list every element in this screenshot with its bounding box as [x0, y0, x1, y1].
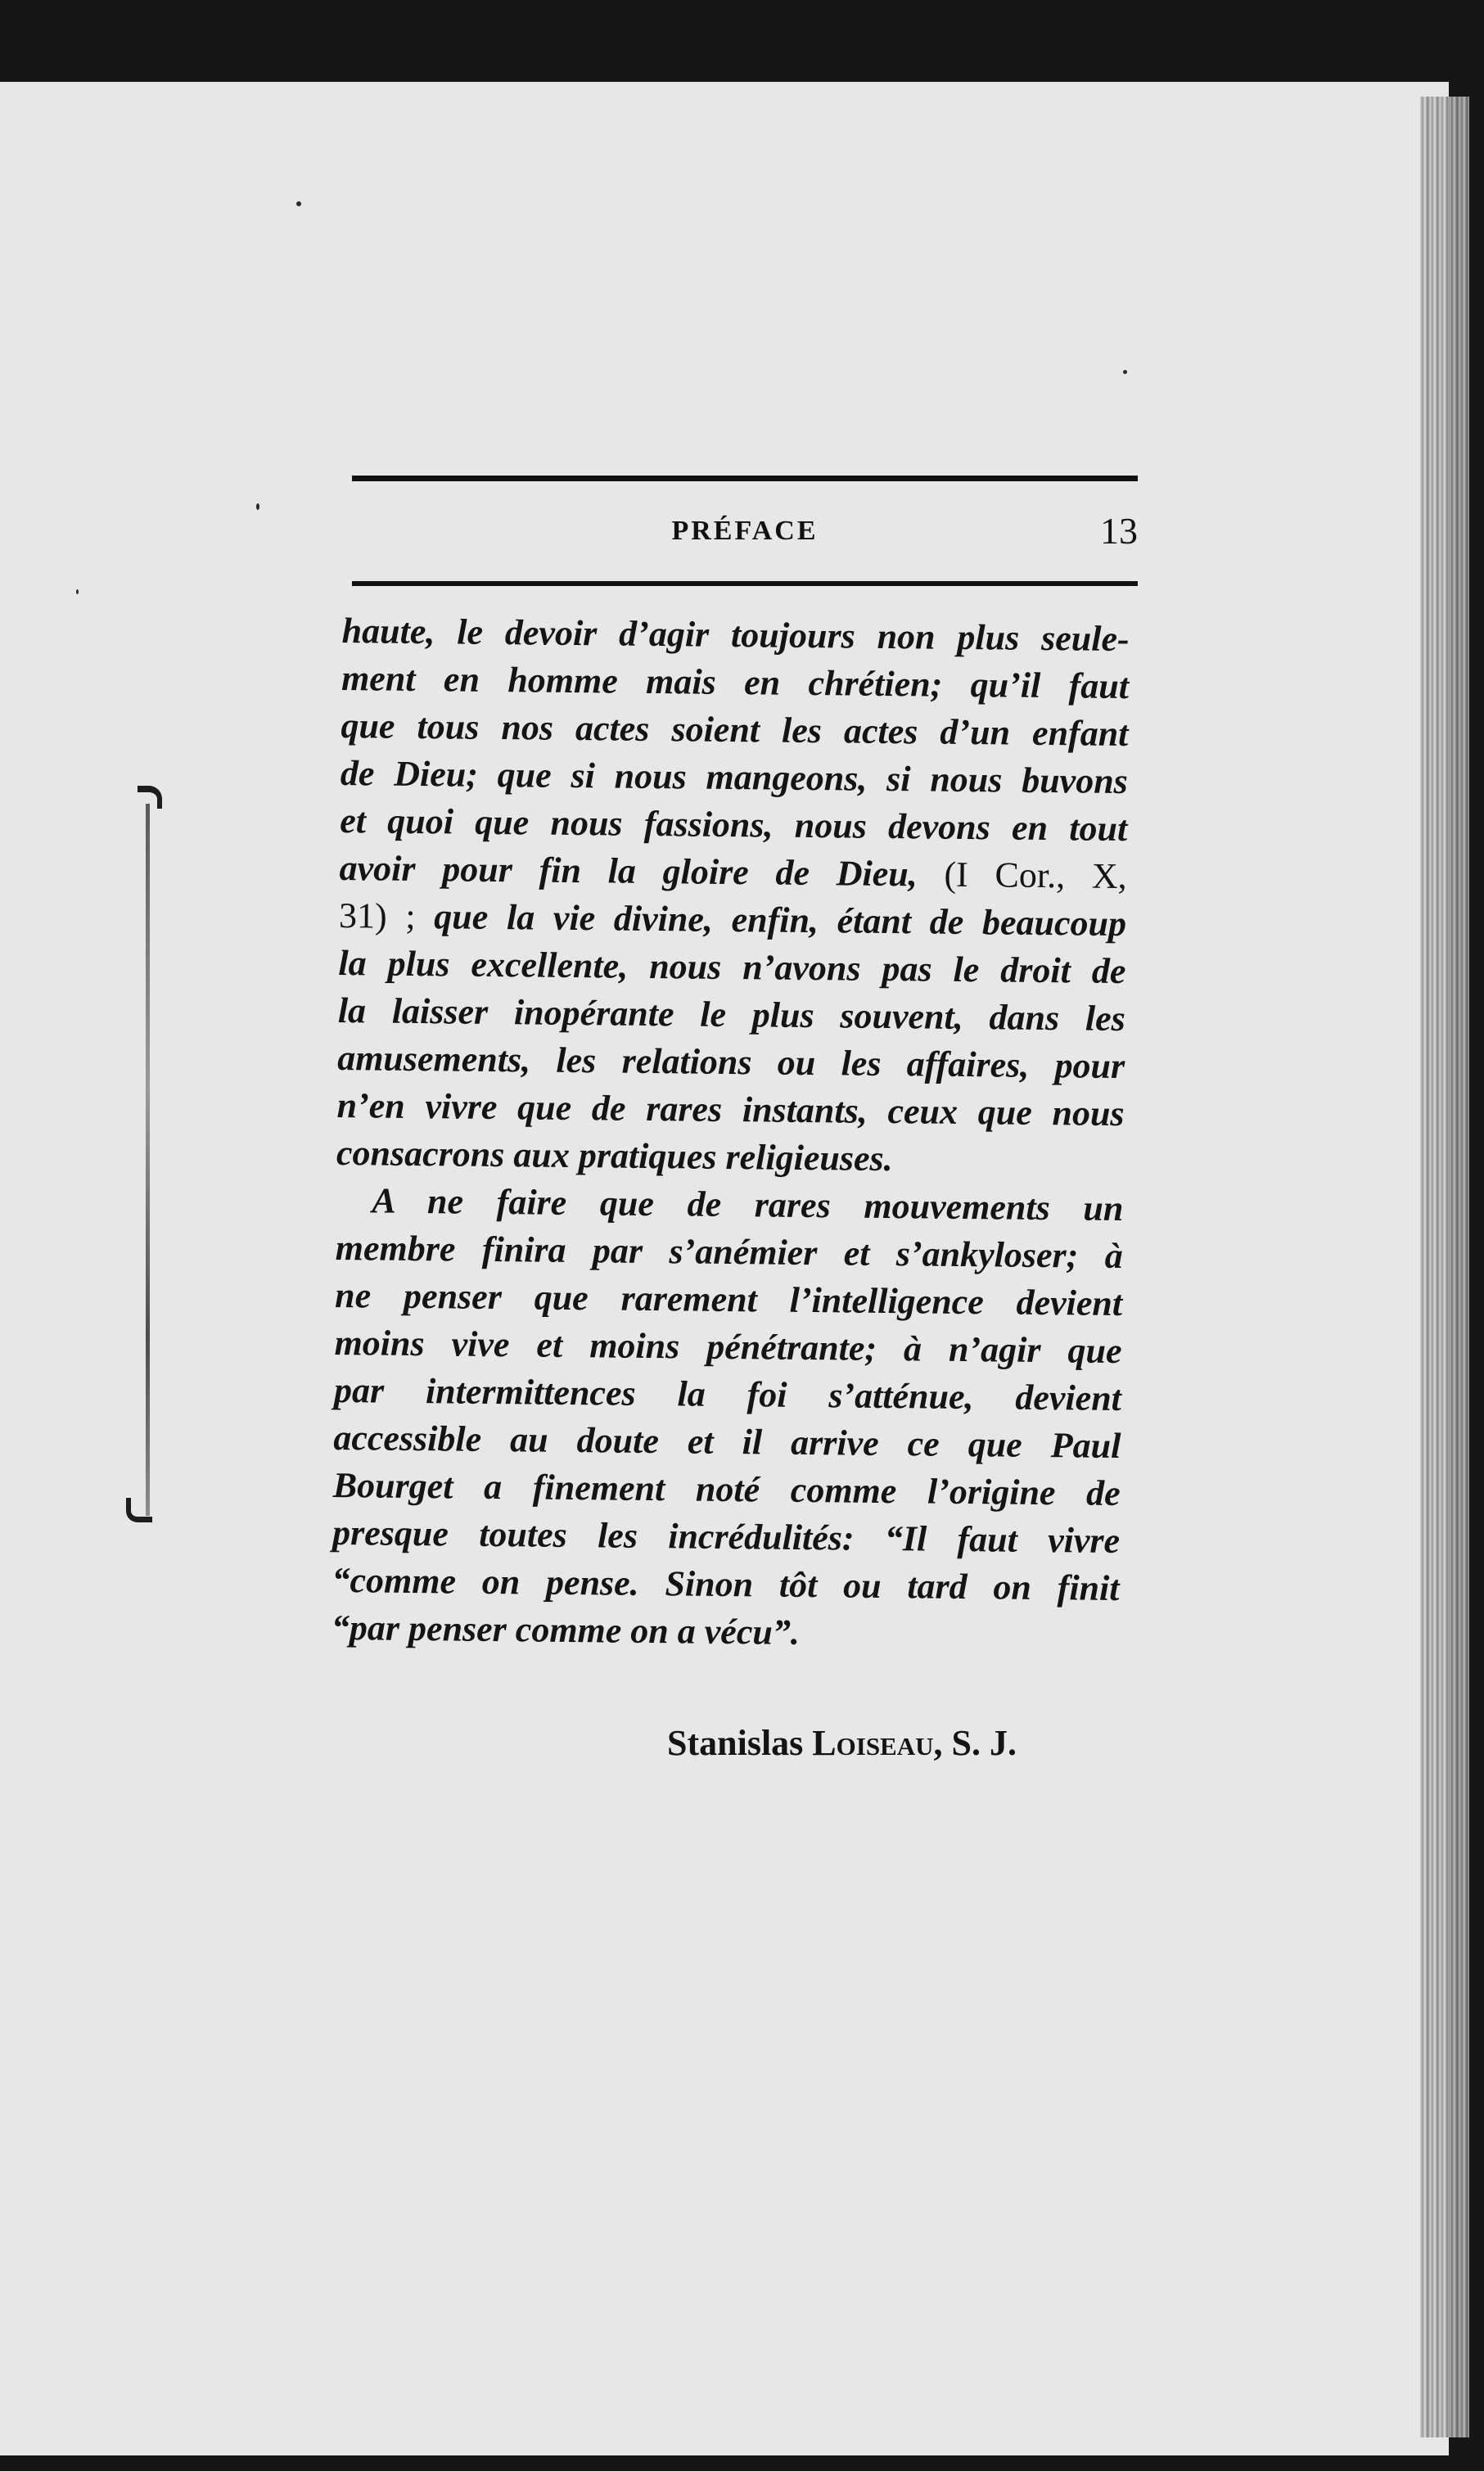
bracket-top-hook [138, 786, 162, 809]
text-line: amusements, les relations ou les affaires, pour [336, 1037, 1125, 1087]
bible-reference: (I Cor., X, [944, 854, 1127, 897]
author-signature [667, 1722, 1017, 1764]
text-line: de Dieu; que si nous mangeons, si nous buvons [340, 752, 1129, 802]
dust-speck [1123, 370, 1127, 374]
dust-speck [296, 201, 301, 206]
header-rule-bottom [352, 581, 1138, 586]
text-line: consacrons aux pratiques religieuses. [336, 1132, 893, 1179]
running-head-title: PRÉFACE [671, 516, 819, 546]
text-line: moins vive et moins pénétrante; à n’agir que [334, 1322, 1122, 1372]
running-head [352, 509, 1138, 558]
text-line: et quoi que nous fassions, nous devons en tout [340, 800, 1128, 850]
text-line: “comme on pense. Sinon tôt ou tard on finit [332, 1559, 1120, 1609]
dust-speck [256, 503, 259, 510]
preface-body [332, 607, 1130, 1660]
author-suffix: S. J. [951, 1723, 1017, 1763]
text-line: ment en homme mais en chrétien; qu’il faut [341, 657, 1130, 707]
text-segment: avoir pour fin la gloire de Dieu, [339, 847, 918, 895]
text-line: membre finira par s’anémier et s’ankyloser; à [335, 1227, 1124, 1277]
text-line: accessible au doute et il arrive ce que Paul [333, 1417, 1121, 1467]
bible-reference-end: 31) ; [338, 895, 416, 936]
text-line: presque toutes les incrédulités: “Il faut vivre [332, 1512, 1121, 1562]
text-line: la plus excellente, nous n’avons pas le droit de [338, 942, 1126, 992]
text-line: la laisser inopérante le plus souvent, dans les [337, 990, 1126, 1039]
text-line [339, 845, 1127, 900]
page-edge [1420, 97, 1469, 2437]
text-line: haute, le devoir d’agir toujours non plus seule- [341, 610, 1130, 660]
text-segment: que la vie divine, enfin, étant de beaucoup [434, 896, 1127, 945]
header-rule-top [352, 476, 1138, 481]
text-line: Bourget a finement noté comme l’origine de [332, 1464, 1121, 1514]
text-line: A ne faire que de rares mouvements un [372, 1180, 1124, 1229]
text-line [339, 892, 1127, 948]
text-line: n’en vivre que de rares instants, ceux que nous [336, 1084, 1125, 1134]
page-number: 13 [1100, 510, 1138, 552]
text-line: que tous nos actes soient les actes d’un enfant [341, 705, 1129, 755]
margin-bracket-mark [138, 786, 162, 1522]
dust-speck [76, 589, 79, 594]
text-line: ne penser que rarement l’intelligence devient [334, 1274, 1123, 1324]
bracket-bar [146, 804, 150, 1516]
text-line: “par penser comme on a vécu”. [331, 1607, 801, 1653]
bracket-bottom-hook [126, 1498, 152, 1522]
author-surname: Loiseau, [812, 1723, 943, 1763]
author-first-name: Stanislas [667, 1723, 804, 1763]
text-line: par intermittences la foi s’atténue, devient [333, 1369, 1122, 1419]
